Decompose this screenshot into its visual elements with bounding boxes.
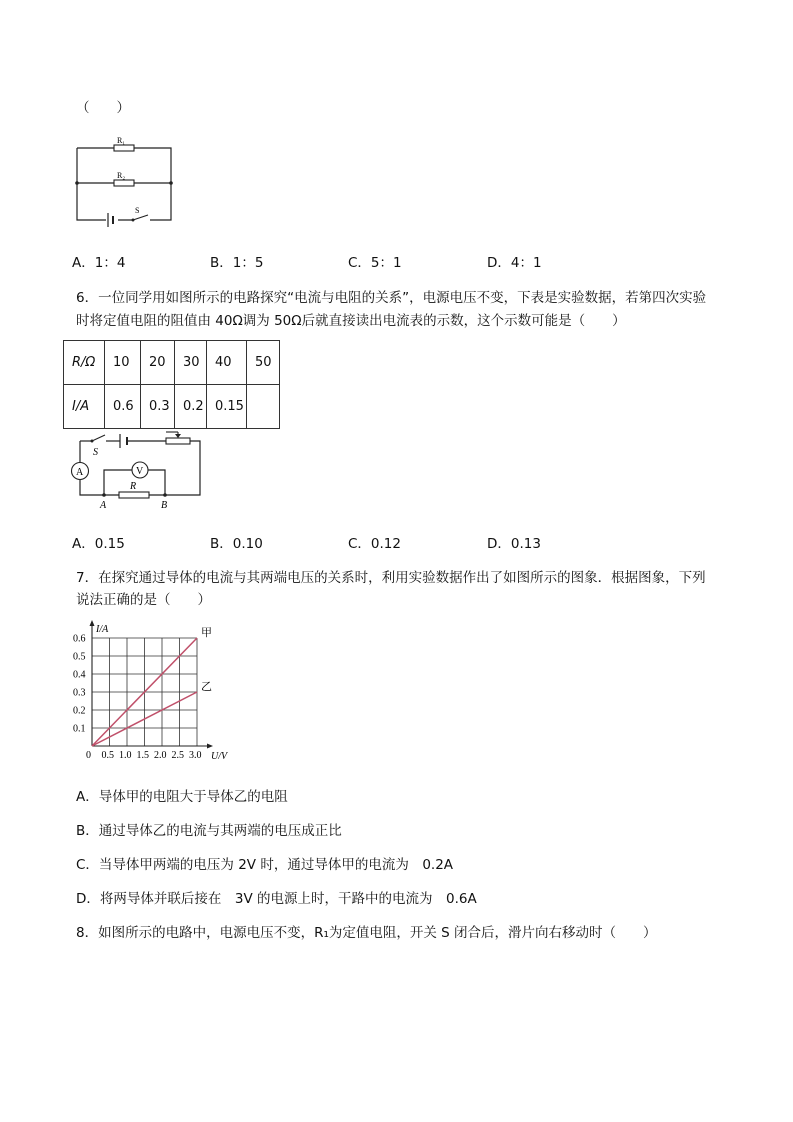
y-tick-label: 0.3 <box>73 687 86 699</box>
battery-symbol <box>120 434 127 448</box>
q8-question-text: 8．如图所示的电路中，电源电压不变，R₁为定值电阻，开关 S 闭合后，滑片向右移动时（ ） <box>76 925 657 941</box>
x-tick-label: 0 <box>86 750 91 761</box>
ammeter-label: A <box>76 467 84 478</box>
q7-question-line1: 7．在探究通过导体的电流与其两端电压的关系时，利用实验数据作出了如图所示的图象．根据图象，下列 <box>76 570 706 586</box>
y-tick-label: 0.5 <box>73 651 86 663</box>
x-tick-label: 1.5 <box>136 750 149 761</box>
q5-option-b: B．1：5 <box>210 255 264 271</box>
y-tick-label: 0.4 <box>73 669 86 681</box>
q5-option-d: D．4：1 <box>487 255 542 271</box>
y-axis-label: I/A <box>96 624 109 635</box>
q6-option-b: B．0.10 <box>210 536 263 552</box>
table-cell: 30 <box>175 341 207 385</box>
q6-question-line2: 时将定值电阻的阻值由 40Ω调为 50Ω后就直接读出电流表的示数，这个示数可能是（ ） <box>76 313 626 329</box>
q7-option-c: C．当导体甲两端的电压为 2V 时，通过导体甲的电流为 0.2A <box>76 857 454 873</box>
resistor-label: R <box>130 481 137 492</box>
table-cell: 0.15 <box>207 385 247 429</box>
q6-option-d: D．0.13 <box>487 536 541 552</box>
table-cell: 0.2 <box>175 385 207 429</box>
series-label: 乙 <box>201 681 212 693</box>
table-header-r: R/Ω <box>64 341 105 385</box>
x-axis-arrow <box>207 744 213 749</box>
q7-option-a: A．导体甲的电阻大于导体乙的电阻 <box>76 789 288 805</box>
switch-s-symbol <box>132 215 151 223</box>
s-label: S <box>135 206 140 215</box>
q7-option-b: B．通过导体乙的电流与其两端的电压成正比 <box>76 823 342 839</box>
node-a-label: A <box>100 500 107 511</box>
switch-label: S <box>93 447 98 458</box>
q7-option-d: D．将两导体并联后接在 3V 的电源上时，干路中的电流为 0.6A <box>76 891 477 907</box>
table-row <box>64 341 280 385</box>
x-tick-label: 2.0 <box>154 750 167 761</box>
voltmeter-symbol <box>132 462 148 478</box>
table-cell: 20 <box>141 341 175 385</box>
q5-option-c: C．5：1 <box>348 255 402 271</box>
x-axis-label: U/V <box>211 751 228 762</box>
q7-iv-graph <box>68 618 258 768</box>
rheostat-symbol <box>166 432 190 444</box>
q6-data-table <box>63 340 280 429</box>
table-cell: 40 <box>207 341 247 385</box>
table-cell: 50 <box>247 341 280 385</box>
table-cell: 0.6 <box>105 385 141 429</box>
x-tick-label: 3.0 <box>189 750 202 761</box>
node-b-label: B <box>161 500 168 511</box>
y-tick-label: 0.1 <box>73 723 86 735</box>
y-tick-label: 0.6 <box>73 633 86 645</box>
table-header-i: I/A <box>64 385 105 429</box>
q5-answer-bracket: （ ） <box>76 100 130 116</box>
r1-label: R₁ <box>117 136 126 145</box>
y-tick-label: 0.2 <box>73 705 86 717</box>
table-row <box>64 385 280 429</box>
x-tick-label: 1.0 <box>119 750 132 761</box>
resistor-r1-symbol <box>114 145 134 151</box>
series-label: 甲 <box>201 627 212 639</box>
q6-option-c: C．0.12 <box>348 536 401 552</box>
table-cell <box>247 385 280 429</box>
table-cell: 10 <box>105 341 141 385</box>
resistor-r2-symbol <box>114 180 134 186</box>
q6-circuit-diagram <box>62 428 212 514</box>
x-tick-label: 0.5 <box>101 750 114 761</box>
q6-question-line1: 6．一位同学用如图所示的电路探究“电流与电阻的关系”，电源电压不变，下表是实验数据，若第四次实验 <box>76 290 707 306</box>
switch-s-symbol <box>91 435 106 443</box>
ammeter-symbol <box>72 463 89 480</box>
q6-option-a: A．0.15 <box>72 536 125 552</box>
q5-parallel-circuit-diagram <box>70 135 180 227</box>
y-axis-arrow <box>90 620 95 626</box>
battery-symbol <box>106 213 118 227</box>
r2-label: R₂ <box>117 171 126 180</box>
x-tick-label: 2.5 <box>171 750 184 761</box>
voltmeter-label: V <box>136 466 144 477</box>
q7-question-line2: 说法正确的是（ ） <box>76 592 211 608</box>
q5-option-a: A．1：4 <box>72 255 126 271</box>
resistor-r-symbol <box>119 492 149 498</box>
table-cell: 0.3 <box>141 385 175 429</box>
